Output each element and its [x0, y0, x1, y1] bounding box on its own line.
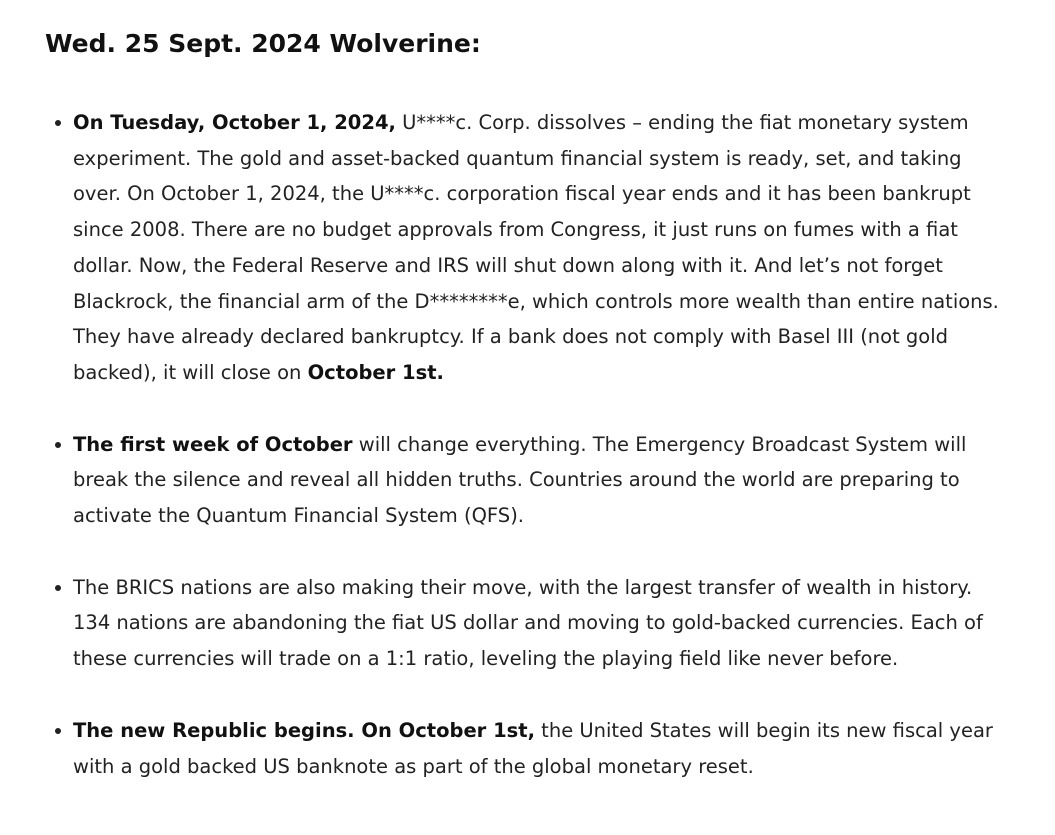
list-item: [45, 427, 1005, 534]
article: [45, 24, 1005, 778]
item-text: The BRICS nations are also making their move, with the largest transfer of wealth in history. 134 nations are abandoning the fiat US dollar and moving to gold-backed currencies. Each of these currencies will trade on a 1:1 ratio, leveling the playing field like never before.: [73, 575, 983, 671]
item-text: the United States will begin its new fiscal year with a gold backed US banknote as part of the global monetary reset.: [73, 718, 993, 778]
item-text: will change everything. The Emergency Broadcast System will break the silence and reveal all hidden truths. Countries around the world are preparing to activate the Quantum Financial System (QFS).: [73, 432, 967, 528]
page-title: Wed. 25 Sept. 2024 Wolverine:: [45, 29, 481, 58]
item-tail-bold: October 1st.: [307, 360, 444, 384]
list-item: [45, 105, 1005, 391]
list-item: [45, 570, 1005, 677]
bullet-list: [45, 105, 1005, 820]
list-item: [45, 713, 1005, 784]
item-lead-bold: The first week of October: [73, 432, 353, 456]
item-lead-bold: The new Republic begins. On October 1st,: [73, 718, 535, 742]
item-lead-bold: On Tuesday, October 1, 2024,: [73, 111, 396, 134]
item-text: U****c. Corp. dissolves – ending the fiat monetary system experiment. The gold and asset-backed quantum financial system is ready, set, and taking over. On October 1, 2024, the U****c. corporation fiscal year ends and it has been bankrupt since 2008. There are no budget approvals from Congress, it just runs on fumes with a fiat dollar. Now, the Federal Reserve and IRS will shut down along with it. And let’s not forget Blackrock, the financial arm of the D********e, which controls more wealth than entire nations. They have already declared bankruptcy. If a bank does not comply with Basel III (not gold backed), it will close on: [73, 111, 999, 384]
